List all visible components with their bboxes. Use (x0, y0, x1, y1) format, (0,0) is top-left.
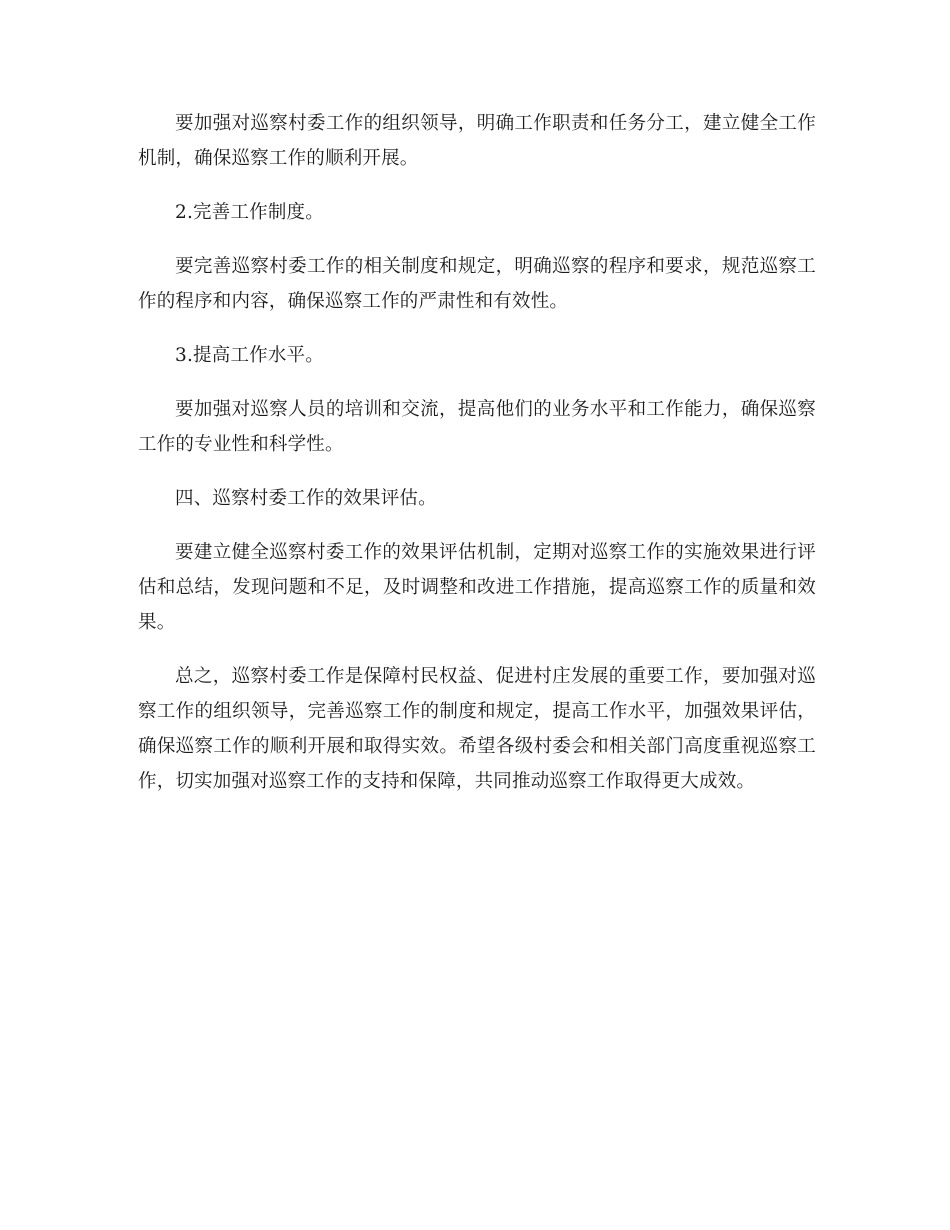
section-heading-raise-level: 3.提高工作水平。 (175, 345, 324, 366)
paragraph-effect-evaluation: 要建立健全巡察村委工作的效果评估机制，定期对巡察工作的实施效果进行评估和总结，发现问题和不足，及时调整和改进工作措施，提高巡察工作的质量和效果。 (138, 542, 816, 633)
paragraph-raise-level: 要加强对巡察人员的培训和交流，提高他们的业务水平和工作能力，确保巡察工作的专业性和科学性。 (138, 399, 816, 455)
paragraph-improve-system: 要完善巡察村委工作的相关制度和规定，明确巡察的程序和要求，规范巡察工作的程序和内容，确保巡察工作的严肃性和有效性。 (138, 256, 816, 312)
document-body (138, 106, 816, 818)
paragraph-organization-leadership: 要加强对巡察村委工作的组织领导，明确工作职责和任务分工，建立健全工作机制，确保巡察工作的顺利开展。 (138, 113, 816, 169)
paragraph-conclusion: 总之，巡察村委工作是保障村民权益、促进村庄发展的重要工作，要加强对巡察工作的组织领导，完善巡察工作的制度和规定，提高工作水平，加强效果评估，确保巡察工作的顺利开展和取得实效。希望各级村委会和相关部门高度重视巡察工作，切实加强对巡察工作的支持和保障，共同推动巡察工作取得更大成效。 (138, 666, 816, 792)
section-heading-effect-evaluation: 四、巡察村委工作的效果评估。 (175, 488, 437, 509)
section-heading-improve-system: 2.完善工作制度。 (175, 202, 324, 223)
